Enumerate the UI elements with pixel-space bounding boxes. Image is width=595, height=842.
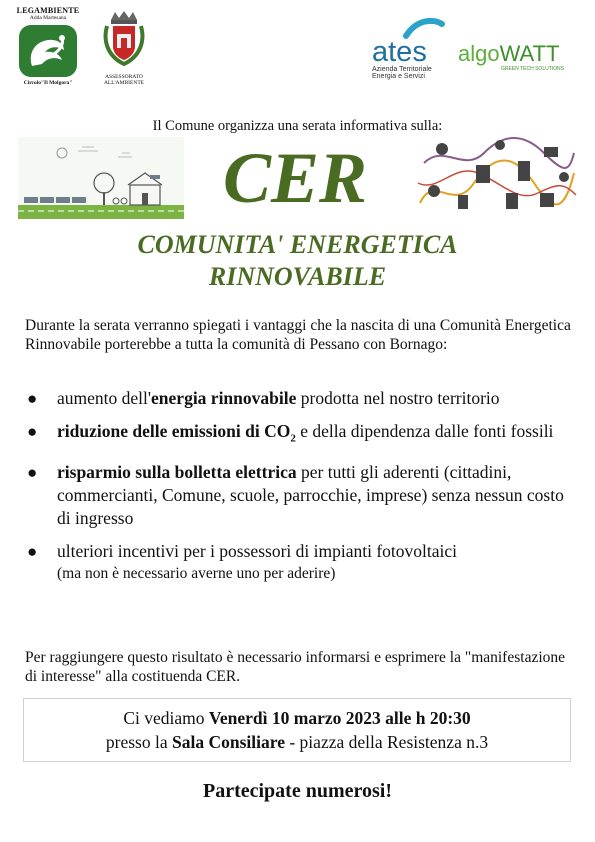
energy-network-icon [414, 133, 578, 219]
solar-landscape-icon [18, 137, 184, 219]
energy-illustration [414, 133, 578, 219]
assessorato-label-2: ALL'AMBIENTE [103, 80, 145, 86]
call-to-action-paragraph: Per raggiungere questo risultato è necessario informarsi e esprimere la "manifestazione di interesse" alla costituenda CER. [25, 649, 566, 685]
list-item: ● aumento dell'energia rinnovabile prodotta nel nostro territorio [25, 387, 573, 410]
algowatt-tagline: GREEN TECH SOLUTIONS [501, 66, 564, 72]
algowatt-name: algo [458, 41, 500, 66]
legambiente-logo [12, 6, 84, 98]
closing-text: Partecipate numerosi! [202, 780, 393, 802]
list-item: ● risparmio sulla bolletta elettrica per tutti gli aderenti (cittadini, commercianti, Comune, scuole, parrocchie, imprese) senza nessun costo di ingresso [25, 461, 573, 530]
algowatt-name-b: WATT [499, 41, 560, 66]
intro-text: Il Comune organizza una serata informativa sulla: [152, 118, 443, 134]
subtitle-line-1: COMUNITA' ENERGETICA [137, 230, 458, 259]
event-date: Ci vediamo Venerdì 10 marzo 2023 alle h 20:30 [123, 708, 471, 728]
subtitle [0, 229, 595, 293]
page-title: CER [222, 138, 368, 218]
landscape-illustration [18, 137, 184, 219]
coat-of-arms-icon [101, 10, 147, 68]
assessorato-logo [97, 10, 151, 96]
subtitle-line-2: RINNOVABILE [208, 262, 387, 291]
assessorato-label: ASSESSORATO [105, 74, 143, 80]
swan-icon [18, 24, 78, 78]
ates-subtitle: Azienda Territoriale [372, 66, 432, 73]
ates-logo [372, 14, 454, 94]
event-details-box [23, 698, 571, 762]
legambiente-circolo: Circolo"Il Molgora" [23, 80, 73, 86]
legambiente-name: LEGAMBIENTE [16, 6, 80, 15]
algowatt-logo [458, 42, 570, 82]
ates-subtitle-2: Energia e Servizi [372, 73, 425, 80]
intro-paragraph: Durante la serata verranno spiegati i vantaggi che la nascita di una Comunità Energetica Rinnovabile porterebbe a tutta la comunità di Pessano con Bornago: [25, 317, 571, 353]
ates-name: ates [372, 36, 427, 68]
benefits-list [25, 387, 573, 584]
event-location: presso la Sala Consiliare - piazza della Resistenza n.3 [105, 732, 489, 752]
list-item: ● riduzione delle emissioni di $CO_2$ e della dipendenza dalle fonti fossili [25, 420, 573, 451]
list-item: ● ulteriori incentivi per i possessori di impianti fotovoltaici (ma non è necessario averne uno per aderire) [25, 540, 573, 584]
legambiente-branch: Adda Martesana [29, 15, 67, 21]
